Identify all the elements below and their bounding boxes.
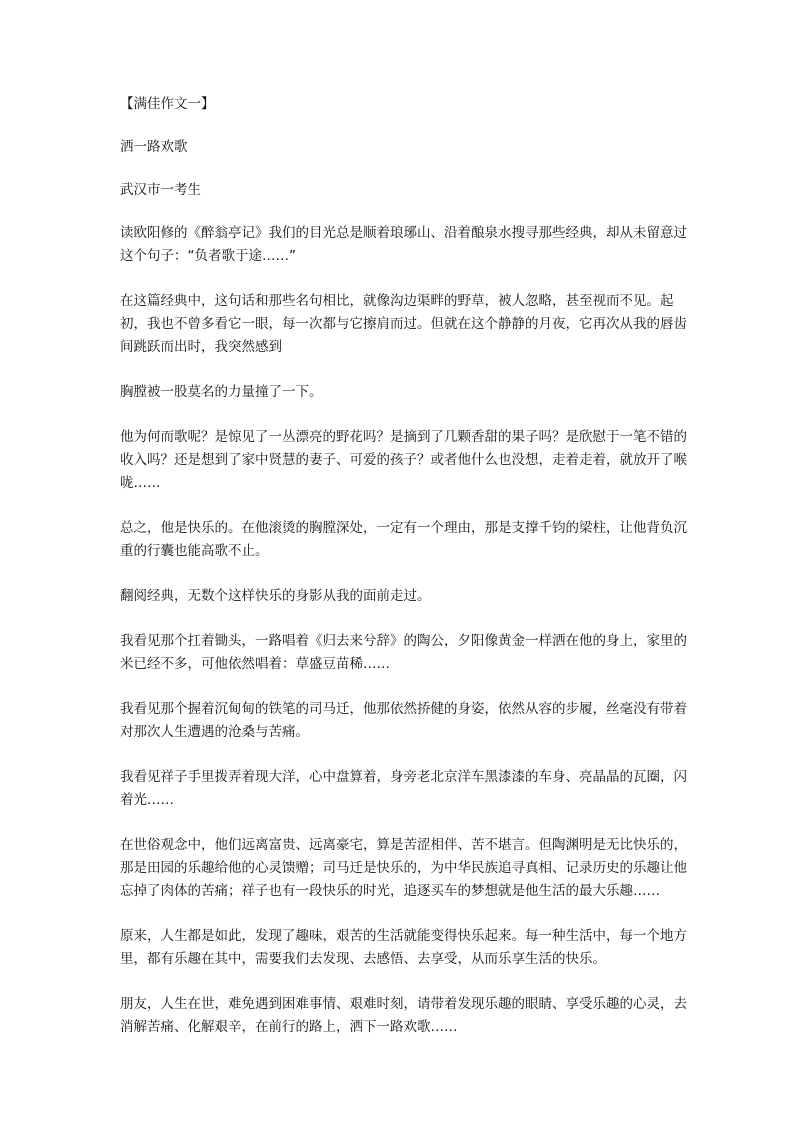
paragraph: 我看见那个握着沉甸甸的铁笔的司马迁，他那依然挢健的身姿，依然从容的步履，丝毫没有带着对那次人生遭遇的沧桑与苦痛。 [120,701,687,740]
paragraph: 我看见祥子手里拨弄着现大洋，心中盘算着，身旁老北京洋车黑漆漆的车身、亮晶晶的瓦圈，闪着光…… [120,769,687,808]
paragraph: 翻阅经典，无数个这样快乐的身影从我的面前走过。 [120,588,431,604]
paragraph: 在世俗观念中，他们远离富贵、远离豪宅，算是苦涩相伴、苦不堪言。但陶渊明是无比快乐的，那是田园的乐趣给他的心灵馈赠；司马迁是快乐的，为中华民族追寻真相、记录历史的乐趣让他忘掉了肉体的苦痛；祥子也有一段快乐的时光，追逐买车的梦想就是他生活的最大乐趣…… [120,837,687,899]
paragraph: 他为何而歌呢？是惊见了一丛漂亮的野花吗？是摘到了几颗香甜的果子吗？是欣慰于一笔不错的收入吗？还是想到了家中贤慧的妻子、可爱的孩子？或者他什么也没想，走着走着，就放开了喉咙…… [120,429,687,491]
paragraph: 读欧阳修的《醉翁亭记》我们的目光总是顺着琅琊山、沿着酿泉水搜寻那些经典，却从未留意过这个句子：“负者歌于途……” [120,225,687,264]
essay-title: 洒一路欢歌 [120,139,188,155]
essay-heading: 【满佳作文一】 [120,96,215,112]
paragraph: 总之，他是快乐的。在他滚烫的胸膛深处，一定有一个理由，那是支撑千钧的梁柱，让他背负沉重的行囊也能高歌不止。 [120,520,687,559]
paragraph: 原来，人生都是如此，发现了趣味，艰苦的生活就能变得快乐起来。每一种生活中，每一个地方里，都有乐趣在其中，需要我们去发现、去感悟、去享受，从而乐享生活的快乐。 [120,928,687,967]
paragraph: 在这篇经典中，这句话和那些名句相比，就像沟边渠畔的野草，被人忽略，甚至视而不见。起初，我也不曾多看它一眼，每一次都与它擦肩而过。但就在这个静静的月夜，它再次从我的唇齿间跳跃而出时，我突然感到 [120,293,687,355]
essay-author: 武汉市一考生 [120,182,201,198]
paragraph: 胸膛被一股莫名的力量撞了一下。 [120,384,323,400]
paragraph: 我看见那个扛着锄头，一路唱着《归去来兮辞》的陶公，夕阳像黄金一样洒在他的身上，家里的米已经不多，可他依然唱着：草盛豆苗稀…… [120,633,687,672]
paragraph: 朋友，人生在世，难免遇到困难事情、艰难时刻，请带着发现乐趣的眼睛、享受乐趣的心灵，去消解苦痛、化解艰辛，在前行的路上，洒下一路欢歌…… [120,996,687,1035]
document-body [120,93,695,1061]
